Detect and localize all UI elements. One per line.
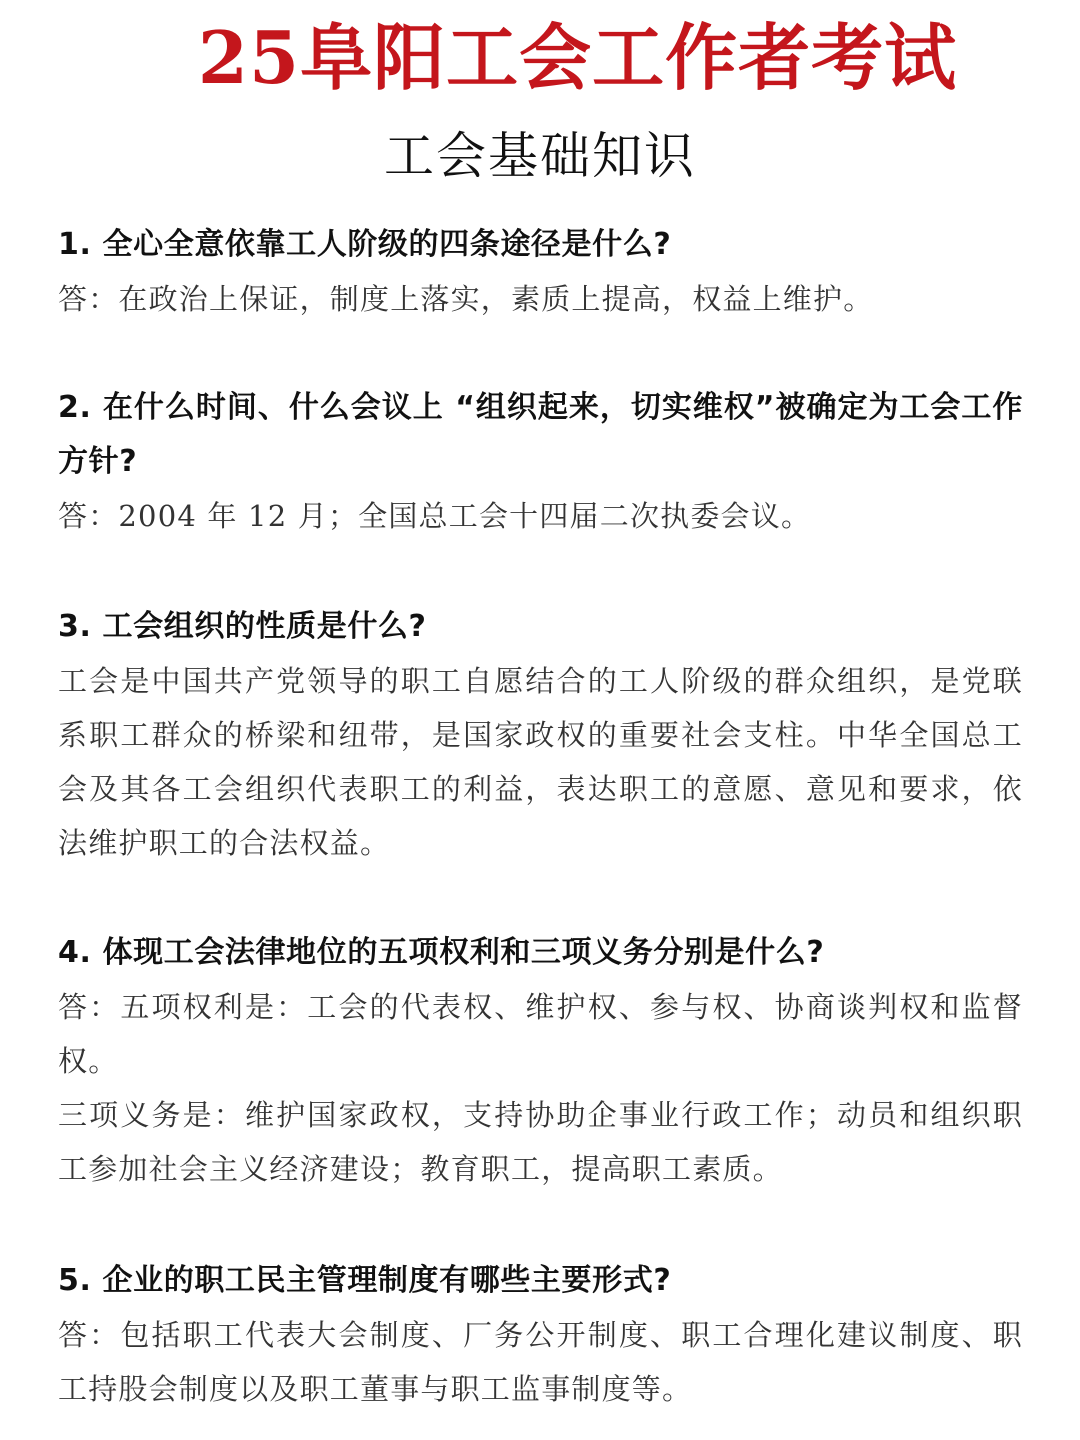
- qa-item-2: [58, 381, 1023, 543]
- answer-5: 答：包括职工代表大会制度、厂务公开制度、职工合理化建议制度、职工持股会制度以及职工董事与职工监事制度等。: [58, 1318, 1023, 1406]
- page-subtitle: 工会基础知识: [384, 127, 696, 185]
- question-3: 3. 工会组织的性质是什么?: [58, 609, 427, 644]
- question-2: 2. 在什么时间、什么会议上 “组织起来，切实维权”被确定为工会工作方针?: [58, 390, 1023, 479]
- answer-3: 工会是中国共产党领导的职工自愿结合的工人阶级的群众组织，是党联系职工群众的桥梁和纽带，是国家政权的重要社会支柱。中华全国总工会及其各工会组织代表职工的利益，表达职工的意愿、意见和要求，依法维护职工的合法权益。: [58, 664, 1023, 860]
- answer-2: 答：2004 年 12 月；全国总工会十四届二次执委会议。: [58, 499, 812, 533]
- qa-item-3: [58, 600, 1023, 870]
- main-title: 25阜阳工会工作者考试: [197, 15, 958, 100]
- answer-1: 答：在政治上保证，制度上落实，素质上提高，权益上维护。: [58, 282, 874, 316]
- answer-4-duties: 三项义务是：维护国家政权，支持协助企事业行政工作；动员和组织职工参加社会主义经济建设；教育职工，提高职工素质。: [58, 1098, 1023, 1186]
- qa-item-4: [58, 926, 1023, 1196]
- answer-4-rights: 答：五项权利是：工会的代表权、维护权、参与权、协商谈判权和监督权。: [58, 990, 1023, 1078]
- question-5: 5. 企业的职工民主管理制度有哪些主要形式?: [58, 1263, 672, 1298]
- qa-item-1: [58, 218, 1023, 326]
- qa-item-5: [58, 1254, 1023, 1416]
- question-4: 4. 体现工会法律地位的五项权利和三项义务分别是什么?: [58, 935, 825, 970]
- question-1: 1. 全心全意依靠工人阶级的四条途径是什么?: [58, 227, 672, 262]
